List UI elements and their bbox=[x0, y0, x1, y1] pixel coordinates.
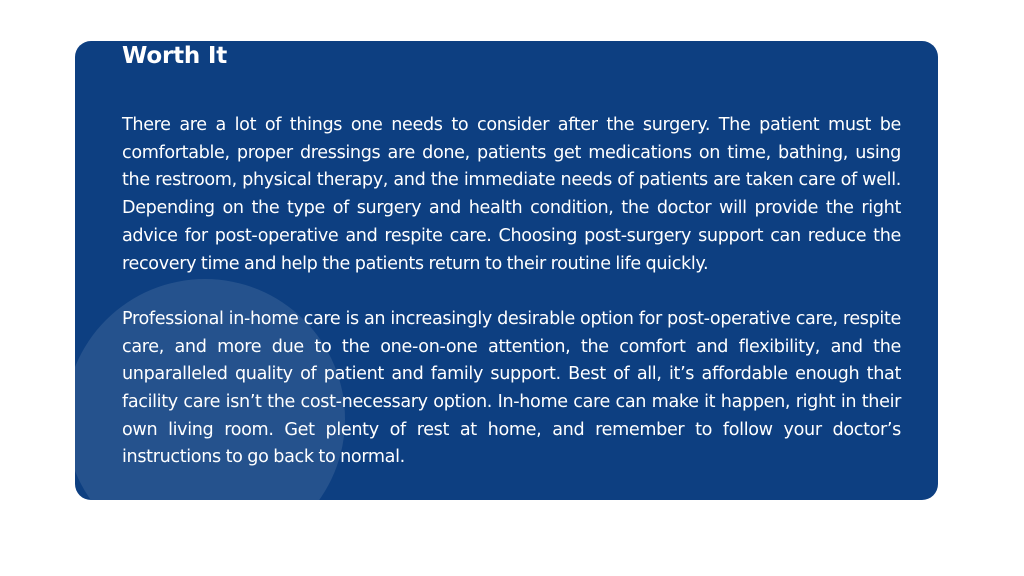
card-content bbox=[122, 41, 901, 472]
paragraph-in-home-care: Professional in-home care is an increasingly desirable option for post-operative care, respite care, and more due to the one-on-one attention, the comfort and flexibility, and the unparalleled quality of patient and family support. Best of all, it’s affordable enough that facility care isn’t the cost-necessary option. In-home care can make it happen, right in their own living room. Get plenty of rest at home, and remember to follow your doctor’s instructions to go back to normal. bbox=[122, 308, 901, 468]
content-card bbox=[75, 41, 938, 500]
section-heading: Worth It bbox=[122, 43, 228, 69]
paragraph-surgery-considerations: There are a lot of things one needs to consider after the surgery. The patient must be comfortable, proper dressings are done, patients get medications on time, bathing, using the restroom, physical therapy, and the immediate needs of patients are taken care of well. Depending on the type of surgery and health condition, the doctor will provide the right advice for post-operative and respite care. Choosing post-surgery support can reduce the recovery time and help the patients return to their routine life quickly. bbox=[122, 115, 901, 274]
